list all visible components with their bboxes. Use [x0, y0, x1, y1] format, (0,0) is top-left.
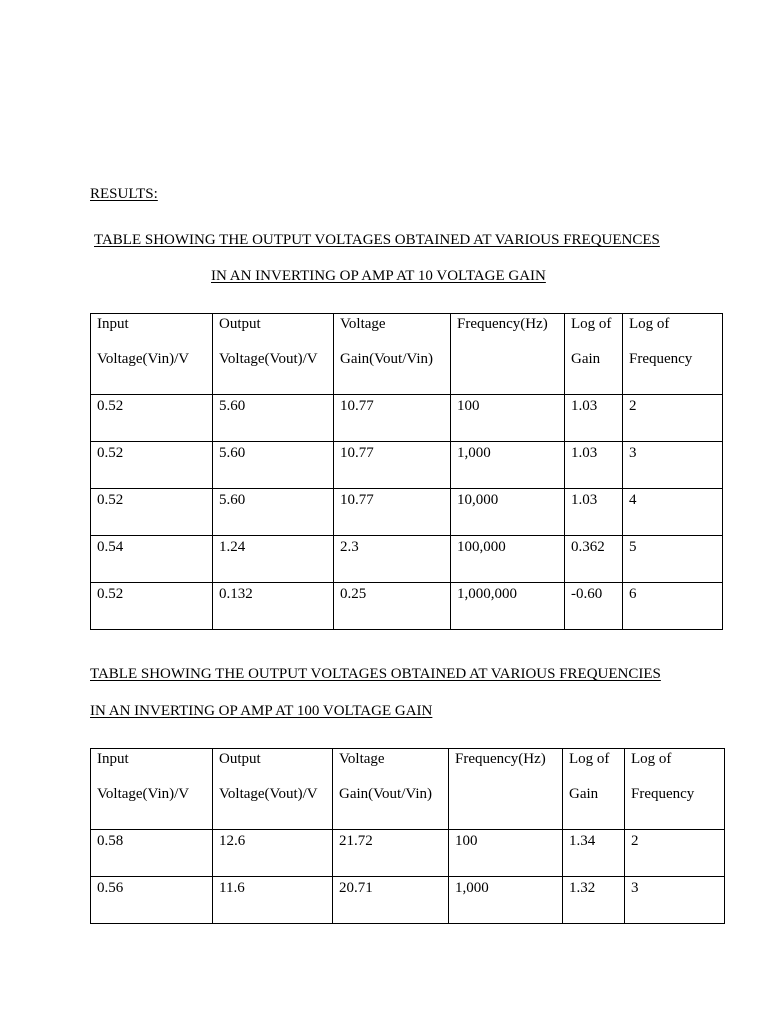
table-cell: 5: [623, 536, 723, 583]
table-row: [91, 830, 725, 877]
table-cell: 6: [623, 583, 723, 630]
table-cell: 100: [451, 395, 565, 442]
table-row: [91, 536, 723, 583]
table-cell: 2: [623, 395, 723, 442]
table-cell: 1.03: [565, 489, 623, 536]
table-cell: 12.6: [213, 830, 333, 877]
table-row: [91, 877, 725, 924]
table-cell: 2: [625, 830, 725, 877]
table-cell: 0.25: [334, 583, 451, 630]
table-cell: 21.72: [333, 830, 449, 877]
table-cell: 0.52: [91, 442, 213, 489]
table-cell: 0.56: [91, 877, 213, 924]
header-line1: Frequency(Hz): [455, 751, 546, 767]
table-row: [91, 583, 723, 630]
table-cell: 10.77: [334, 395, 451, 442]
table-cell: 2.3: [334, 536, 451, 583]
header-line1: Input: [97, 316, 129, 332]
header-cell: [91, 314, 213, 395]
results-heading: RESULTS:: [90, 186, 158, 202]
table1-title-line2: IN AN INVERTING OP AMP AT 10 VOLTAGE GAIN: [211, 268, 546, 284]
table2-title-line2: IN AN INVERTING OP AMP AT 100 VOLTAGE GAIN: [90, 703, 433, 719]
table-cell: 1,000: [449, 877, 563, 924]
header-line2: Gain: [569, 786, 599, 802]
header-line1: Log of: [629, 316, 670, 332]
header-line1: Log of: [571, 316, 612, 332]
header-line1: Log of: [631, 751, 672, 767]
header-line2: Voltage(Vin)/V: [97, 351, 190, 367]
table-cell: 1.03: [565, 442, 623, 489]
header-cell: [563, 749, 625, 830]
table-cell: 0.132: [213, 583, 334, 630]
table-cell: 5.60: [213, 489, 334, 536]
header-cell: [213, 749, 333, 830]
table-cell: 1,000,000: [451, 583, 565, 630]
header-line1: Frequency(Hz): [457, 316, 548, 332]
table-cell: 0.362: [565, 536, 623, 583]
table-cell: 1,000: [451, 442, 565, 489]
table-cell: 5.60: [213, 395, 334, 442]
table-gain-100: [90, 748, 725, 924]
table-cell: 0.52: [91, 489, 213, 536]
header-cell: [623, 314, 723, 395]
table-cell: 1.32: [563, 877, 625, 924]
table-row: [91, 489, 723, 536]
header-line1: Output: [219, 316, 261, 332]
table-cell: 1.24: [213, 536, 334, 583]
header-cell: [334, 314, 451, 395]
header-line2: Voltage(Vin)/V: [97, 786, 190, 802]
table-cell: 3: [623, 442, 723, 489]
header-cell: [213, 314, 334, 395]
table-cell: 10.77: [334, 442, 451, 489]
header-cell: [333, 749, 449, 830]
table-row: [91, 395, 723, 442]
header-cell: [449, 749, 563, 830]
table-cell: 100,000: [451, 536, 565, 583]
header-line1: Log of: [569, 751, 610, 767]
header-line2: Frequency: [629, 351, 693, 367]
table-cell: 1.03: [565, 395, 623, 442]
header-cell: [451, 314, 565, 395]
table-cell: 0.52: [91, 583, 213, 630]
table-cell: 10.77: [334, 489, 451, 536]
table-cell: 4: [623, 489, 723, 536]
table-cell: 20.71: [333, 877, 449, 924]
header-line1: Output: [219, 751, 261, 767]
header-line2: Gain: [571, 351, 601, 367]
header-line2: Voltage(Vout)/V: [219, 351, 318, 367]
table-gain-10: [90, 313, 723, 630]
header-line2: Frequency: [631, 786, 695, 802]
header-row: [91, 314, 723, 395]
header-line1: Voltage: [340, 316, 386, 332]
table-cell: 1.34: [563, 830, 625, 877]
table-cell: 5.60: [213, 442, 334, 489]
table-row: [91, 442, 723, 489]
header-line2: Voltage(Vout)/V: [219, 786, 318, 802]
header-line2: Gain(Vout/Vin): [340, 351, 433, 367]
header-row: [91, 749, 725, 830]
header-line2: Gain(Vout/Vin): [339, 786, 432, 802]
table-cell: 0.54: [91, 536, 213, 583]
header-line1: Input: [97, 751, 129, 767]
header-cell: [565, 314, 623, 395]
header-line1: Voltage: [339, 751, 385, 767]
table-cell: -0.60: [565, 583, 623, 630]
table2-title-line1: TABLE SHOWING THE OUTPUT VOLTAGES OBTAINED AT VARIOUS FREQUENCIES: [90, 666, 661, 682]
header-cell: [91, 749, 213, 830]
table-cell: 10,000: [451, 489, 565, 536]
table1-title-line1: TABLE SHOWING THE OUTPUT VOLTAGES OBTAINED AT VARIOUS FREQUENCES: [94, 232, 660, 248]
header-cell: [625, 749, 725, 830]
table-cell: 3: [625, 877, 725, 924]
table-cell: 0.52: [91, 395, 213, 442]
table-cell: 0.58: [91, 830, 213, 877]
table-cell: 100: [449, 830, 563, 877]
table-cell: 11.6: [213, 877, 333, 924]
